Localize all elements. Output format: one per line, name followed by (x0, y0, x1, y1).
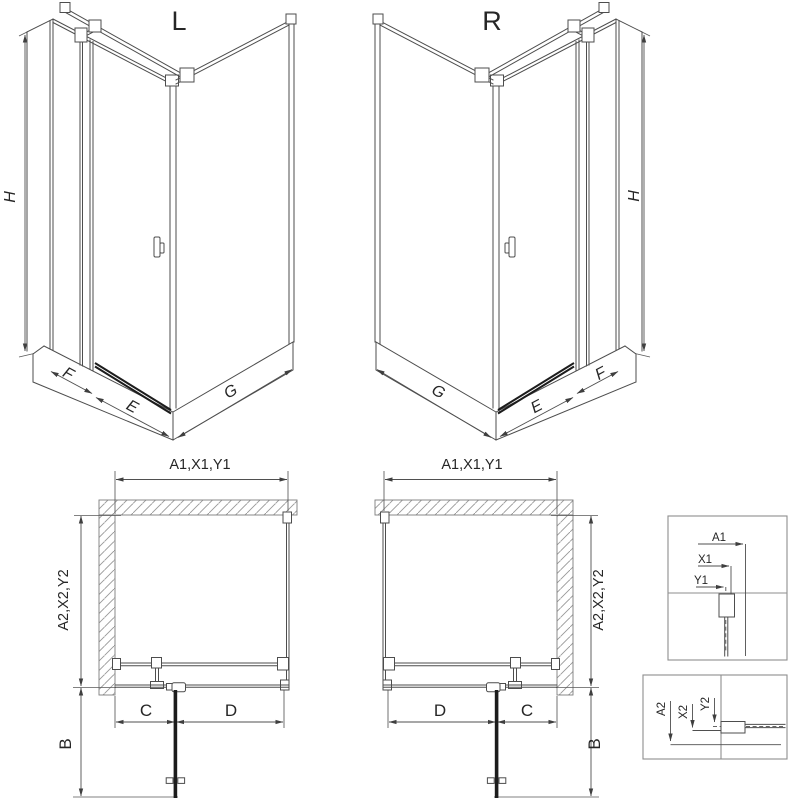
dim-label-f-right: F (592, 364, 610, 384)
plan-right-depth-label: A2,X2,Y2 (591, 569, 607, 631)
detail-a1-label: A1 (711, 532, 727, 544)
dim-label-g-right: G (428, 381, 448, 403)
glass-clamp (75, 28, 87, 42)
dim-label-f-left: F (59, 364, 77, 384)
plan-left-width-label: A1,X1,Y1 (169, 457, 231, 473)
front-glass-plane (53, 19, 172, 371)
side-return-panel (27, 19, 53, 351)
door-handle (154, 237, 164, 257)
plan-left-depth-label: A2,X2,Y2 (56, 569, 72, 631)
plan-right-width-label: A1,X1,Y1 (441, 457, 503, 473)
dim-label-g-left: G (221, 381, 241, 403)
view-label-right: R (482, 6, 502, 36)
dim-label-h-left: H (2, 191, 19, 203)
threshold-rail-plan (115, 685, 289, 687)
detail-box-depth-profile (643, 675, 787, 759)
dim-label-e-left: E (123, 397, 141, 418)
detail-a2-label: A2 (656, 701, 668, 717)
detail-x1-label: X1 (697, 554, 713, 566)
wall-profile-section (719, 594, 735, 617)
plan-right-c-label: C (520, 701, 534, 720)
detail-y2-label: Y2 (700, 696, 712, 712)
bar-end-cap (60, 3, 70, 13)
bar-tee-connector (89, 20, 101, 32)
stabilizer-bar-plan (113, 658, 289, 689)
right-isometric-geometry (373, 3, 650, 441)
plan-right-d-label: D (433, 701, 447, 720)
detail-y1-label: Y1 (693, 575, 709, 587)
side-wall-glass (176, 14, 296, 344)
corner-clamp (180, 68, 194, 82)
open-door (174, 690, 178, 798)
plan-left-c-label: C (139, 701, 153, 720)
plan-left-b-label: B (56, 738, 75, 750)
corner-post (166, 75, 179, 411)
wall-band-top-right-plan (375, 500, 573, 515)
detail-box-width-profile (668, 516, 787, 660)
dim-b (73, 688, 178, 797)
wall-profile-section (721, 722, 745, 734)
dim-g (178, 370, 292, 438)
plan-right-b-label: B (585, 738, 604, 750)
dim-label-h-right: H (626, 190, 643, 202)
dim-label-e-right: E (528, 397, 546, 418)
detail-x2-label: X2 (678, 704, 690, 720)
wall-band-top-left-plan (99, 500, 297, 515)
view-label-left: L (171, 6, 187, 36)
shower-tray (33, 342, 293, 440)
plan-left-d-label: D (224, 701, 238, 720)
left-isometric-geometry (19, 3, 296, 441)
